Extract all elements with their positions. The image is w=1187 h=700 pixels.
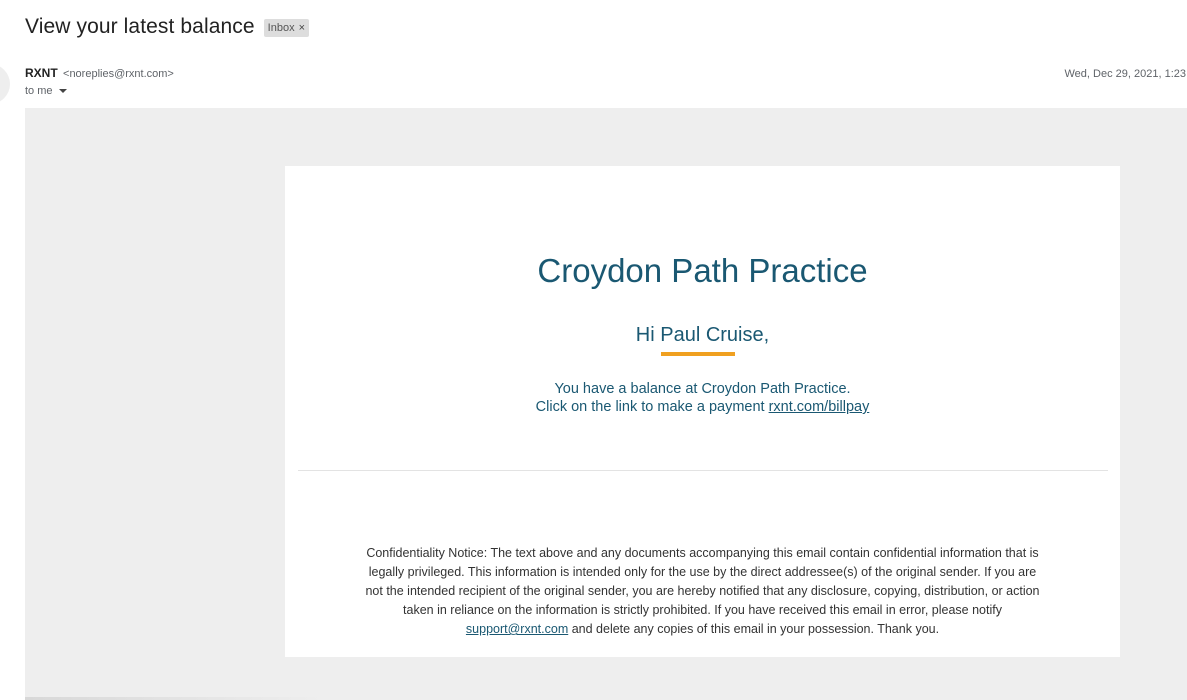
- inbox-label-text: Inbox: [267, 22, 295, 34]
- inbox-label-chip[interactable]: [264, 19, 309, 37]
- sender-name[interactable]: RXNT: [25, 66, 58, 80]
- email-date: Wed, Dec 29, 2021, 1:23: [1064, 68, 1186, 80]
- notice-text-end: and delete any copies of this email in your possession. Thank you.: [571, 622, 940, 636]
- sender-email: <noreplies@rxnt.com>: [63, 68, 174, 80]
- support-email-link[interactable]: support@rxnt.com: [465, 622, 569, 636]
- payment-line: Click on the link to make a payment: [535, 399, 765, 415]
- billpay-link[interactable]: rxnt.com/billpay: [768, 399, 870, 415]
- sender-avatar[interactable]: [0, 64, 10, 104]
- payment-line-container: [285, 398, 1120, 416]
- practice-name: Croydon Path Practice: [537, 252, 868, 289]
- divider: [298, 470, 1108, 471]
- sender-row: [25, 66, 174, 80]
- email-card: [285, 166, 1120, 657]
- balance-line: You have a balance at Croydon Path Practice.: [554, 381, 851, 397]
- confidentiality-notice: [365, 544, 1040, 639]
- balance-message: [285, 380, 1120, 416]
- notice-text: Confidentiality Notice: The text above and any documents accompanying this email contain confidential information that is legally privileged. This information is intended only for the use by the direct addressee(s) of the original sender. If you are not the intended recipient of the original sender, you are hereby notified that any disclosure, copying, distribution, or action taken in reliance on the information is strictly prohibited. If you have received this email in error, please notify: [365, 546, 1040, 617]
- remove-label-icon[interactable]: ×: [298, 22, 306, 34]
- show-details-caret-icon[interactable]: [59, 89, 67, 93]
- email-subject: View your latest balance: [25, 15, 255, 38]
- greeting-underline: [661, 352, 735, 356]
- recipient-row[interactable]: [25, 85, 67, 97]
- subject-row: [25, 12, 309, 42]
- greeting: Hi Paul Cruise,: [635, 324, 770, 346]
- recipient-text: to me: [25, 85, 53, 97]
